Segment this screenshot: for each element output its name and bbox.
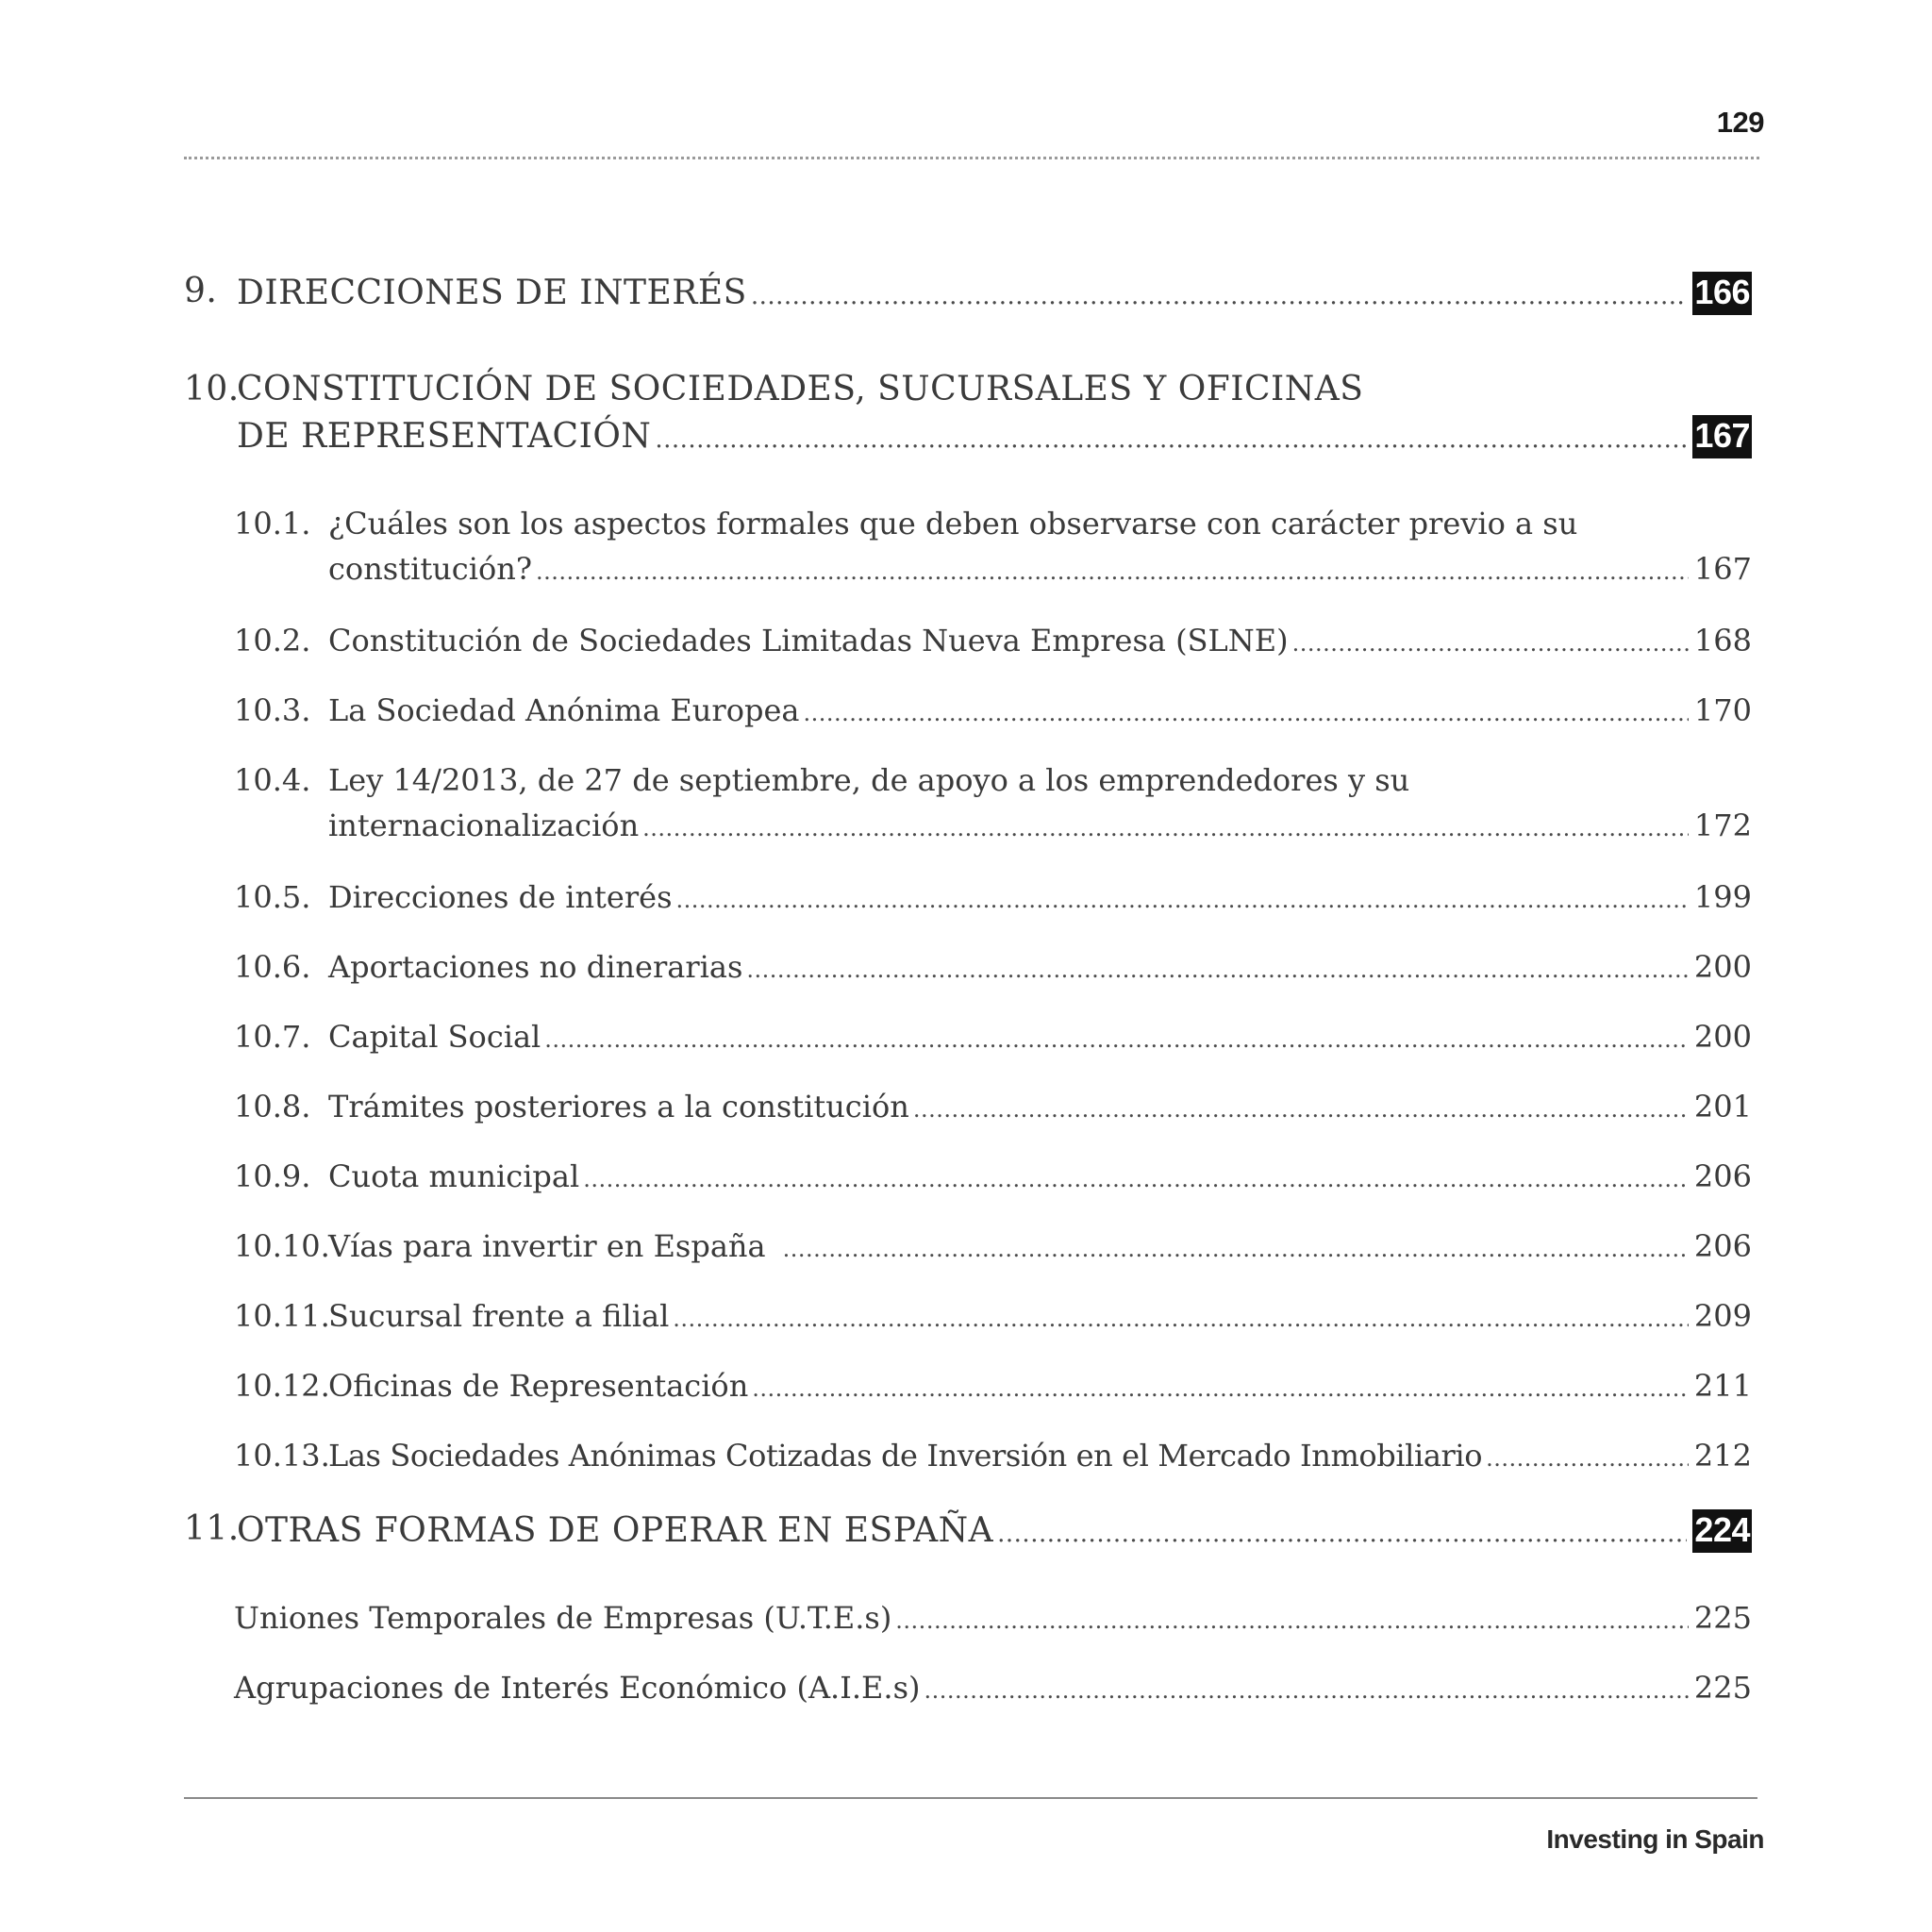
section-title: Las Sociedades Anónimas Cotizadas de Inversión en el Mercado Inmobiliario — [328, 1438, 1483, 1474]
toc-section-10-10[interactable] — [234, 1223, 1752, 1270]
section-number: 10.2. — [234, 623, 311, 658]
section-title: Direcciones de interés — [328, 879, 673, 915]
toc-entry-aies[interactable] — [234, 1664, 1752, 1711]
section-number: 10.11. — [234, 1298, 330, 1334]
chapter-page-badge: 224 — [1692, 1509, 1752, 1553]
chapter-number: 9. — [184, 272, 218, 310]
dot-leader — [895, 1607, 1689, 1634]
section-page: 200 — [1693, 949, 1752, 985]
section-page: 168 — [1693, 623, 1752, 658]
toc-section-10-6[interactable] — [234, 943, 1752, 991]
toc-chapter-9[interactable] — [184, 266, 1752, 323]
section-title-line1: Ley 14/2013, de 27 de septiembre, de apoyo a los emprendedores y su — [328, 762, 1410, 798]
dot-leader — [783, 1236, 1689, 1262]
section-page: 201 — [1693, 1089, 1752, 1124]
toc-section-10-11[interactable] — [234, 1292, 1752, 1340]
toc-section-10-13[interactable] — [234, 1432, 1752, 1479]
chapter-title-line2: DE REPRESENTACIÓN — [237, 417, 652, 456]
toc-section-10-12[interactable] — [234, 1362, 1752, 1409]
section-title: Constitución de Sociedades Limitadas Nueva Empresa (SLNE) — [328, 623, 1289, 658]
entry-page: 225 — [1693, 1670, 1752, 1706]
chapter-number: 10. — [184, 370, 240, 408]
section-number: 10.4. — [234, 762, 311, 798]
section-title-line2: internacionalización — [328, 808, 640, 843]
section-page: 212 — [1693, 1438, 1752, 1474]
footer-rule — [184, 1797, 1757, 1799]
toc-section-10-9[interactable] — [234, 1153, 1752, 1200]
dot-leader — [673, 1306, 1689, 1332]
entry-page: 225 — [1693, 1600, 1752, 1636]
chapter-page-badge: 167 — [1692, 415, 1752, 458]
toc-section-10-3[interactable] — [234, 687, 1752, 734]
section-page: 172 — [1693, 808, 1752, 843]
section-number: 10.5. — [234, 879, 311, 915]
dot-leader — [803, 700, 1688, 726]
section-number: 10.13. — [234, 1438, 330, 1474]
section-title: Sucursal frente a filial — [328, 1298, 670, 1334]
section-number: 10.10. — [234, 1228, 330, 1264]
section-title: Oficinas de Representación — [328, 1368, 749, 1404]
section-title: Capital Social — [328, 1019, 541, 1055]
section-number: 10.8. — [234, 1089, 311, 1124]
footer-title: Investing in Spain — [1546, 1824, 1764, 1854]
page-number: 129 — [1716, 106, 1764, 139]
chapter-page-badge: 166 — [1692, 272, 1752, 315]
toc-section-10-7[interactable] — [234, 1013, 1752, 1060]
section-title: Aportaciones no dinerarias — [328, 949, 743, 985]
section-page: 200 — [1693, 1019, 1752, 1055]
section-title: Cuota municipal — [328, 1158, 580, 1194]
section-title-line2: constitución? — [328, 551, 532, 587]
section-number: 10.1. — [234, 506, 311, 541]
entry-title: Uniones Temporales de Empresas (U.T.E.s) — [234, 1600, 892, 1636]
section-number: 10.3. — [234, 692, 311, 728]
section-page: 206 — [1693, 1228, 1752, 1264]
dot-leader — [913, 1096, 1689, 1123]
chapter-title-line1: CONSTITUCIÓN DE SOCIEDADES, SUCURSALES Y OFICINAS — [237, 370, 1364, 408]
dot-leader — [751, 282, 1688, 310]
section-page: 206 — [1693, 1158, 1752, 1194]
section-title: Trámites posteriores a la constitución — [328, 1089, 909, 1124]
section-page: 199 — [1693, 879, 1752, 915]
dot-leader — [544, 1026, 1689, 1053]
dot-leader — [1486, 1445, 1689, 1472]
section-title: La Sociedad Anónima Europea — [328, 692, 800, 728]
section-title-line1: ¿Cuáles son los aspectos formales que deben observarse con carácter previo a su — [328, 506, 1578, 541]
chapter-number: 11. — [184, 1509, 240, 1548]
section-title: Vías para invertir en España — [328, 1228, 766, 1264]
chapter-title: DIRECCIONES DE INTERÉS — [237, 274, 747, 312]
section-page: 211 — [1693, 1368, 1752, 1404]
dot-leader — [997, 1520, 1687, 1548]
dot-leader — [752, 1375, 1689, 1402]
toc-chapter-11[interactable] — [184, 1504, 1752, 1560]
section-number: 10.9. — [234, 1158, 311, 1194]
chapter-title: OTRAS FORMAS DE OPERAR EN ESPAÑA — [237, 1511, 994, 1550]
toc-entry-utes[interactable] — [234, 1594, 1752, 1641]
toc-section-10-4[interactable] — [234, 757, 1752, 847]
section-page: 209 — [1693, 1298, 1752, 1334]
entry-title: Agrupaciones de Interés Económico (A.I.E.s) — [234, 1670, 921, 1706]
toc-chapter-10[interactable] — [184, 364, 1752, 468]
header-dotted-rule — [184, 157, 1759, 159]
dot-leader — [746, 957, 1689, 983]
toc-section-10-2[interactable] — [234, 617, 1752, 664]
dot-leader — [655, 425, 1687, 454]
section-number: 10.7. — [234, 1019, 311, 1055]
section-number: 10.6. — [234, 949, 311, 985]
dot-leader — [583, 1166, 1689, 1192]
section-number: 10.12. — [234, 1368, 330, 1404]
toc-section-10-8[interactable] — [234, 1083, 1752, 1130]
dot-leader — [676, 887, 1689, 913]
toc-section-10-5[interactable] — [234, 874, 1752, 921]
section-page: 167 — [1693, 551, 1752, 587]
section-page: 170 — [1693, 692, 1752, 728]
dot-leader — [536, 558, 1689, 585]
dot-leader — [1292, 630, 1689, 657]
dot-leader — [924, 1677, 1688, 1704]
dot-leader — [642, 815, 1689, 841]
toc-section-10-1[interactable] — [234, 500, 1752, 591]
